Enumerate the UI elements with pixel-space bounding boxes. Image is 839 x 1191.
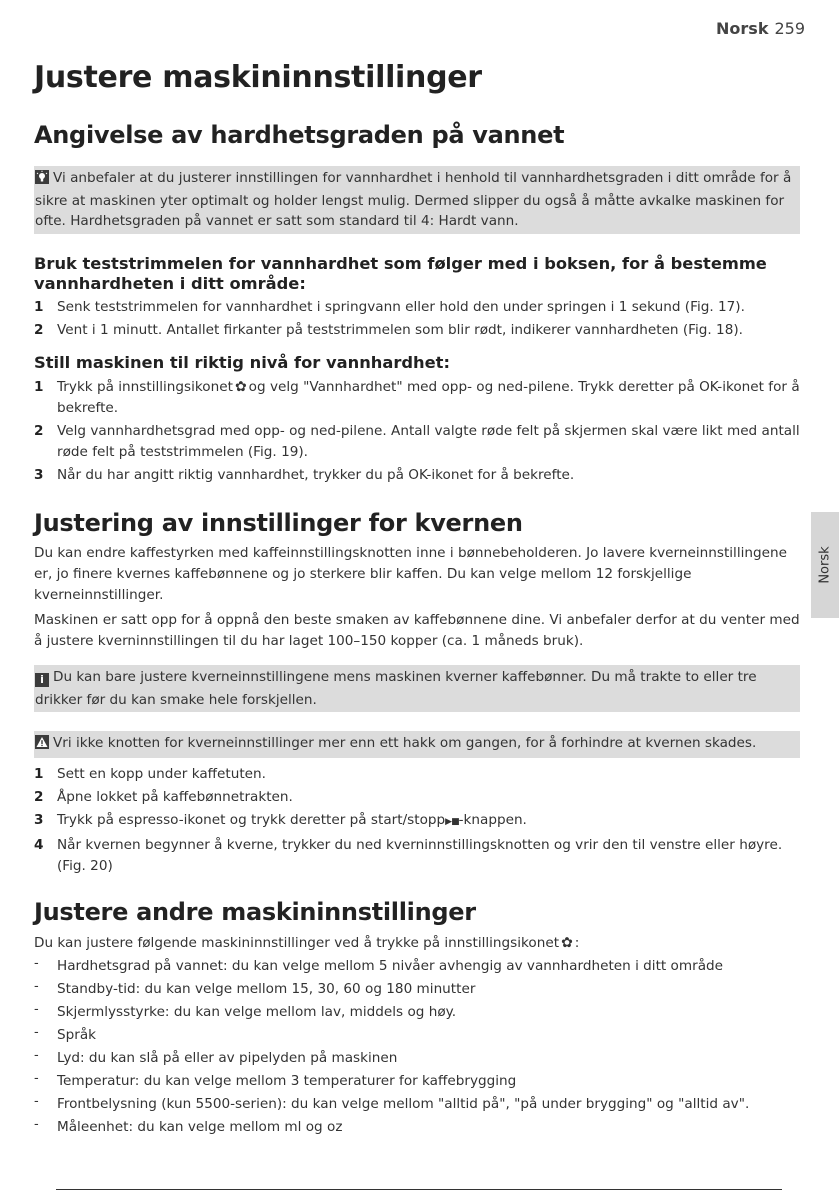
- subheading-set-machine: Still maskinen til riktig nivå for vannhardhet:: [34, 353, 450, 372]
- subheading-test-strip: Bruk teststrimmelen for vannhardhet som følger med i boksen, for å bestemme vannhardheten i ditt område:: [34, 254, 767, 293]
- list-item: - Temperatur: du kan velge mellom 3 temperaturer for kaffebrygging: [34, 1071, 517, 1089]
- warning-icon: [35, 735, 49, 756]
- info-text: Du kan bare justere kverneinnstillingene mens maskinen kverner kaffebønner. Du må trakte to eller tre drikker før du kan smake hele forskjellen.: [35, 669, 757, 708]
- list-item: - Lyd: du kan slå på eller av pipelyden på maskinen: [34, 1048, 398, 1066]
- list-item: - Frontbelysning (kun 5500-serien): du kan velge mellom "alltid på", "på under brygging" og "alltid av".: [34, 1094, 750, 1112]
- list-item: - Måleenhet: du kan velge mellom ml og oz: [34, 1117, 343, 1135]
- list-item: - Språk: [34, 1025, 97, 1043]
- heading-hardness: Angivelse av hardhetsgraden på vannet: [34, 121, 565, 149]
- page-number: 259: [774, 19, 805, 38]
- list-item: 2 Åpne lokket på kaffebønnetrakten.: [34, 789, 293, 805]
- grinder-steps: [34, 764, 806, 877]
- list-item: 3 Trykk på espresso-ikonet og trykk deretter på start/stopp▶■-knappen.: [34, 812, 527, 828]
- list-item: 4 Når kvernen begynner å kverne, trykker du ned kverninnstillingsknotten og vrir den til venstre eller høyre. (Fig. 20): [34, 837, 783, 874]
- list-item: 2 Vent i 1 minutt. Antallet firkanter på teststrimmelen som blir rødt, indikerer vannhardheten (Fig. 18).: [34, 322, 743, 338]
- set-hardness-steps: [34, 377, 806, 486]
- list-item: - Hardhetsgrad på vannet: du kan velge mellom 5 nivåer avhengig av vannhardheten i ditt område: [34, 956, 724, 974]
- page-title: Justere maskininnstillinger: [34, 60, 482, 95]
- play-pause-icon: ▶■: [445, 817, 459, 827]
- info-box: [34, 665, 800, 712]
- heading-other-settings: Justere andre maskininnstillinger: [34, 898, 476, 926]
- side-language-tab: [811, 512, 839, 618]
- list-item: 1 Senk teststrimmelen for vannhardhet i springvann eller hold den under springen i 1 sekund (Fig. 17).: [34, 299, 745, 315]
- list-item: 2 Velg vannhardhetsgrad med opp- og ned-pilene. Antall valgte røde felt på skjermen skal være likt med antall røde felt på teststrimmelen (Fig. 19).: [34, 423, 800, 460]
- side-tab-label: Norsk: [817, 546, 833, 584]
- tip-box: [34, 166, 800, 234]
- test-strip-steps: [34, 297, 806, 341]
- footer-divider: [56, 1189, 782, 1190]
- list-item: - Skjermlysstyrke: du kan velge mellom lav, middels og høy.: [34, 1002, 457, 1020]
- list-item: 3 Når du har angitt riktig vannhardhet, trykker du på OK-ikonet for å bekrefte.: [34, 467, 575, 483]
- lightbulb-icon: [35, 170, 49, 191]
- list-item: 1 Trykk på innstillingsikonet ✿ og velg "Vannhardhet" med opp- og ned-pilene. Trykk deretter på OK-ikonet for å bekrefte.: [34, 379, 800, 416]
- warning-text: Vri ikke knotten for kverneinnstillinger mer enn ett hakk om gangen, for å forhindre at kvernen skades.: [53, 735, 757, 751]
- other-settings-intro: Du kan justere følgende maskininnstillinger ved å trykke på innstillingsikonet ✿ :: [34, 933, 804, 954]
- grinder-paragraph-2: Maskinen er satt opp for å oppnå den beste smaken av kaffebønnene dine. Vi anbefaler derfor at du venter med å justere kverninnstillingen til du har laget 100–150 kopper (ca. 1 måneds bruk).: [34, 612, 800, 649]
- heading-grinder: Justering av innstillinger for kvernen: [34, 509, 523, 537]
- tip-text: Vi anbefaler at du justerer innstillingen for vannhardhet i henhold til vannhardhetsgraden i ditt område for å sikre at maskinen yter optimalt og holder lengst mulig. Dermed slipper du også å måtte avkalke maskinen for ofte. Hardhetsgraden på vannet er satt som standard til 4: Hardt vann.: [35, 170, 792, 229]
- warning-box: [34, 731, 800, 758]
- list-item: 1 Sett en kopp under kaffetuten.: [34, 766, 266, 782]
- info-icon: i: [35, 669, 49, 690]
- page-header: [716, 19, 805, 38]
- settings-list: [34, 956, 806, 1138]
- list-item: - Standby-tid: du kan velge mellom 15, 30, 60 og 180 minutter: [34, 979, 476, 997]
- header-language: Norsk: [716, 19, 769, 38]
- gear-icon: ✿: [234, 379, 247, 395]
- gear-icon: ✿: [561, 935, 573, 951]
- grinder-paragraph-1: Du kan endre kaffestyrken med kaffeinnstillingsknotten inne i bønnebeholderen. Jo lavere kverneinnstillingene er, jo finere kvernes kaffebønnene og jo sterkere blir kaffen. Du kan velge mellom 12 forskjellige kverneinnstillinger.: [34, 545, 787, 603]
